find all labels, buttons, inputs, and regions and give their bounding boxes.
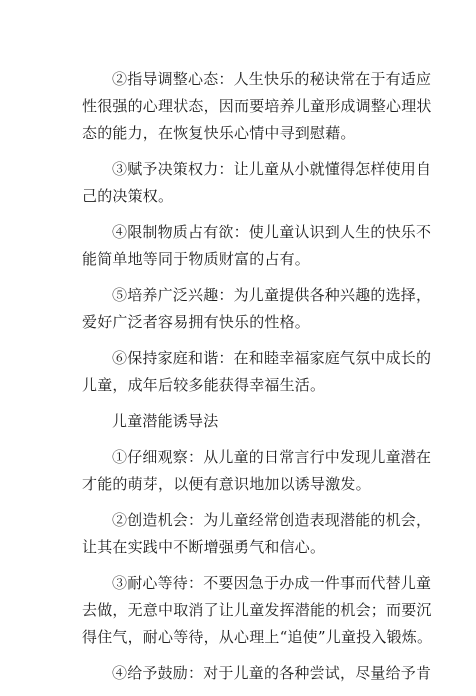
paragraph-broad-interests xyxy=(82,282,432,336)
paragraph-limit-possession xyxy=(82,219,432,273)
paragraph-adjust-mindset xyxy=(82,66,432,147)
text-line: 得住气，耐心等待，从心理上“追使”儿童投入锻炼。 xyxy=(82,628,433,646)
text-line: ③赋予决策权力：让儿童从小就懂得怎样使用自 xyxy=(112,160,432,178)
text-line: ②创造机会：为儿童经常创造表现潜能的机会， xyxy=(112,511,432,529)
text-line: 能简单地等同于物质财富的占有。 xyxy=(82,250,311,268)
paragraph-decision-power xyxy=(82,156,432,210)
text-line: ⑥保持家庭和谐：在和睦幸福家庭气氛中成长的 xyxy=(112,349,432,367)
text-line: 爱好广泛者容易拥有快乐的性格。 xyxy=(82,313,311,331)
text-line: 儿童，成年后较多能获得幸福生活。 xyxy=(82,376,326,394)
paragraph-family-harmony xyxy=(82,345,432,399)
text-line: ②指导调整心态：人生快乐的秘诀常在于有适应 xyxy=(112,70,432,88)
paragraph-careful-observation xyxy=(82,444,432,498)
document-body xyxy=(82,66,433,696)
text-line: 才能的萌芽，以便有意识地加以诱导激发。 xyxy=(82,475,371,493)
text-line: ③耐心等待：不要因急于办成一件事而代替儿童 xyxy=(112,574,432,592)
text-line: ④限制物质占有欲：使儿童认识到人生的快乐不 xyxy=(112,223,432,241)
text-line: 性很强的心理状态，因而要培养儿童形成调整心理状 xyxy=(82,97,432,115)
text-line: 态的能力，在恢复快乐心情中寻到慰藉。 xyxy=(82,124,356,142)
text-line: 让其在实践中不断增强勇气和信心。 xyxy=(82,538,326,556)
text-line: 去做，无意中取消了让儿童发挥潜能的机会；而要沉 xyxy=(82,601,432,619)
text-line: ①仔细观察：从儿童的日常言行中发现儿童潜在 xyxy=(112,448,432,466)
section-heading-potential-guidance xyxy=(82,408,414,435)
text-line: ④给予鼓励：对于儿童的各种尝试，尽量给予肯 xyxy=(112,664,432,682)
paragraph-create-opportunities xyxy=(82,507,432,561)
text-line: 己的决策权。 xyxy=(82,187,174,205)
section-heading: 儿童潜能诱导法 xyxy=(112,412,219,430)
paragraph-patient-waiting xyxy=(82,570,433,651)
text-line: ⑤培养广泛兴趣：为儿童提供各种兴趣的选择， xyxy=(112,286,432,304)
